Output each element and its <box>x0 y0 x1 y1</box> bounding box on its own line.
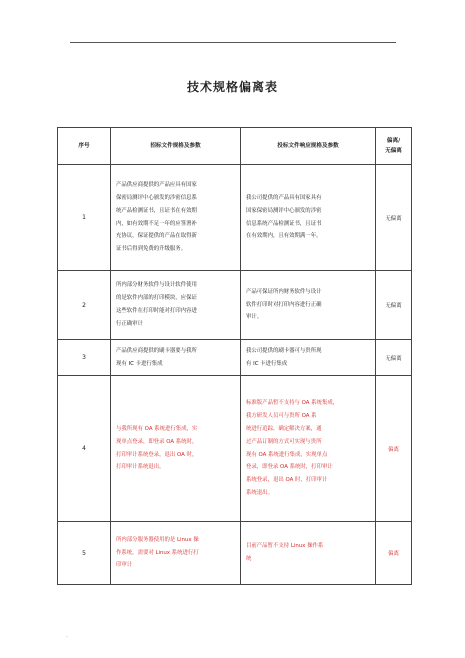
tender_lines-line: 统产品检测证书，且证书在有效期 <box>116 207 197 214</box>
response_lines-line: 过产品订制的方式可实现与贵所 <box>246 438 322 445</box>
table-row <box>58 271 412 340</box>
document-title: 技术规格偏离表 <box>186 80 278 94</box>
table-row <box>58 165 412 271</box>
response_lines-line: 软件打印时对打印内容进行正确 <box>246 301 322 308</box>
tender_lines-line: 这些软件在打印时能对打印内容进 <box>116 308 197 314</box>
page-footer-mark: . <box>66 632 68 639</box>
tender_lines-line: 现单点登录，即登录 OA 系统时， <box>116 438 198 445</box>
tender_lines-line: 打印审计系统登录，退出 OA 时， <box>116 451 198 458</box>
response_lines-line: 产品可保证所内财务软件与设计 <box>246 288 322 295</box>
response-spec-cell <box>241 376 376 522</box>
response-spec-cell <box>241 271 376 340</box>
deviation-cell: 无偏离 <box>376 165 412 271</box>
response_lines-line: 标准版产品暂不支持与 OA 系统集成， <box>246 399 339 406</box>
tender_lines-line: 现有 IC 卡进行集成 <box>116 360 163 367</box>
response_lines-line: 我公司提供的刷卡器可与贵所现 <box>246 347 322 354</box>
response_lines-line: 目前产品暂不支持 Linux 操作系 <box>246 543 324 550</box>
table-row <box>58 340 412 376</box>
row-index: 5 <box>58 522 111 585</box>
response_lines-line: 统进行追踪，确定解决方案，通 <box>246 425 322 432</box>
tender-spec-cell <box>111 340 241 376</box>
tender_lines-line: 的是软件内部的打印模块，应保证 <box>116 295 197 302</box>
tender_lines-line: 印审计 <box>116 562 133 569</box>
row-index: 1 <box>58 165 111 271</box>
response_lines-line: 有 IC 卡进行集成 <box>246 360 288 367</box>
response_lines-line: 信息系统产品检测证书，且证书 <box>246 220 322 227</box>
tender-spec-cell <box>111 376 241 522</box>
table-header-row <box>58 128 412 165</box>
tender-spec-cell <box>111 522 241 585</box>
response_lines-line: 审计。 <box>246 314 263 321</box>
tender_lines-line: 产品供应商提供的产品应具有国家 <box>116 181 197 188</box>
tender_lines-line: 行正确审计 <box>116 320 143 327</box>
deviation-table <box>57 127 412 585</box>
header-deviation-line1: 偏离/ <box>386 138 401 144</box>
header-response-spec: 投标文件响应规格及参数 <box>241 128 376 165</box>
tender_lines-line: 打印审计系统退出。 <box>116 464 165 471</box>
tender_lines-line: 所内部分服务器使用的是 Linux 操 <box>116 536 199 543</box>
response_lines-line: 系统退出。 <box>246 490 273 497</box>
response_lines-line: 统 <box>246 556 252 562</box>
row-index: 4 <box>58 376 111 522</box>
tender_lines-line: 所内部分财务软件与设计软件使用 <box>116 282 197 289</box>
deviation-cell: 偏离 <box>376 522 412 585</box>
response_lines-line: 国家保密局测评中心颁发的涉密 <box>246 207 322 214</box>
deviation-cell: 偏离 <box>376 376 412 522</box>
tender_lines-line: 保密局测评中心颁发的涉密信息系 <box>116 194 197 201</box>
deviation-cell: 无偏离 <box>376 340 412 376</box>
response-spec-cell <box>241 522 376 585</box>
row-index: 2 <box>58 271 111 340</box>
response_lines-line: 系统登录，退出 OA 时，打印审计 <box>246 477 328 484</box>
response-spec-cell <box>241 165 376 271</box>
tender_lines-line: 产品供应商提供的刷卡器要与我所 <box>116 347 197 354</box>
response_lines-line: 现有 OA 系统进行集成，实现单点 <box>246 451 328 458</box>
tender-spec-cell <box>111 271 241 340</box>
tender_lines-line: 充协议，保证提供的产品在取得新 <box>116 233 197 240</box>
response_lines-line: 我方研发人员可与贵所 OA 系 <box>246 412 317 419</box>
header-rule <box>70 42 396 43</box>
row-index: 3 <box>58 340 111 376</box>
table-row <box>58 376 412 522</box>
header-tender-spec: 招标文件规格及参数 <box>111 128 241 165</box>
tender_lines-line: 与我所现有 OA 系统进行集成，实 <box>116 425 198 432</box>
tender_lines-line: 证书后得到免费的升级服务。 <box>116 246 187 253</box>
table-row <box>58 522 412 585</box>
tender_lines-line: 内，如有效期不足一年的应签署补 <box>116 220 197 227</box>
response_lines-line: 在有效期内，且有效期满一年。 <box>246 233 322 240</box>
header-index: 序号 <box>58 128 111 165</box>
tender-spec-cell <box>111 165 241 271</box>
deviation-cell: 无偏离 <box>376 271 412 340</box>
header-deviation <box>376 128 412 165</box>
header-deviation-line2: 无偏离 <box>385 148 402 154</box>
response-spec-cell <box>241 340 376 376</box>
response_lines-line: 我公司提供的产品具有国家具有 <box>246 194 322 201</box>
tender_lines-line: 作系统，需要对 Linux 系统进行打 <box>116 549 199 556</box>
response_lines-line: 登录，即登录 OA 系统时，打印审计 <box>246 464 333 471</box>
